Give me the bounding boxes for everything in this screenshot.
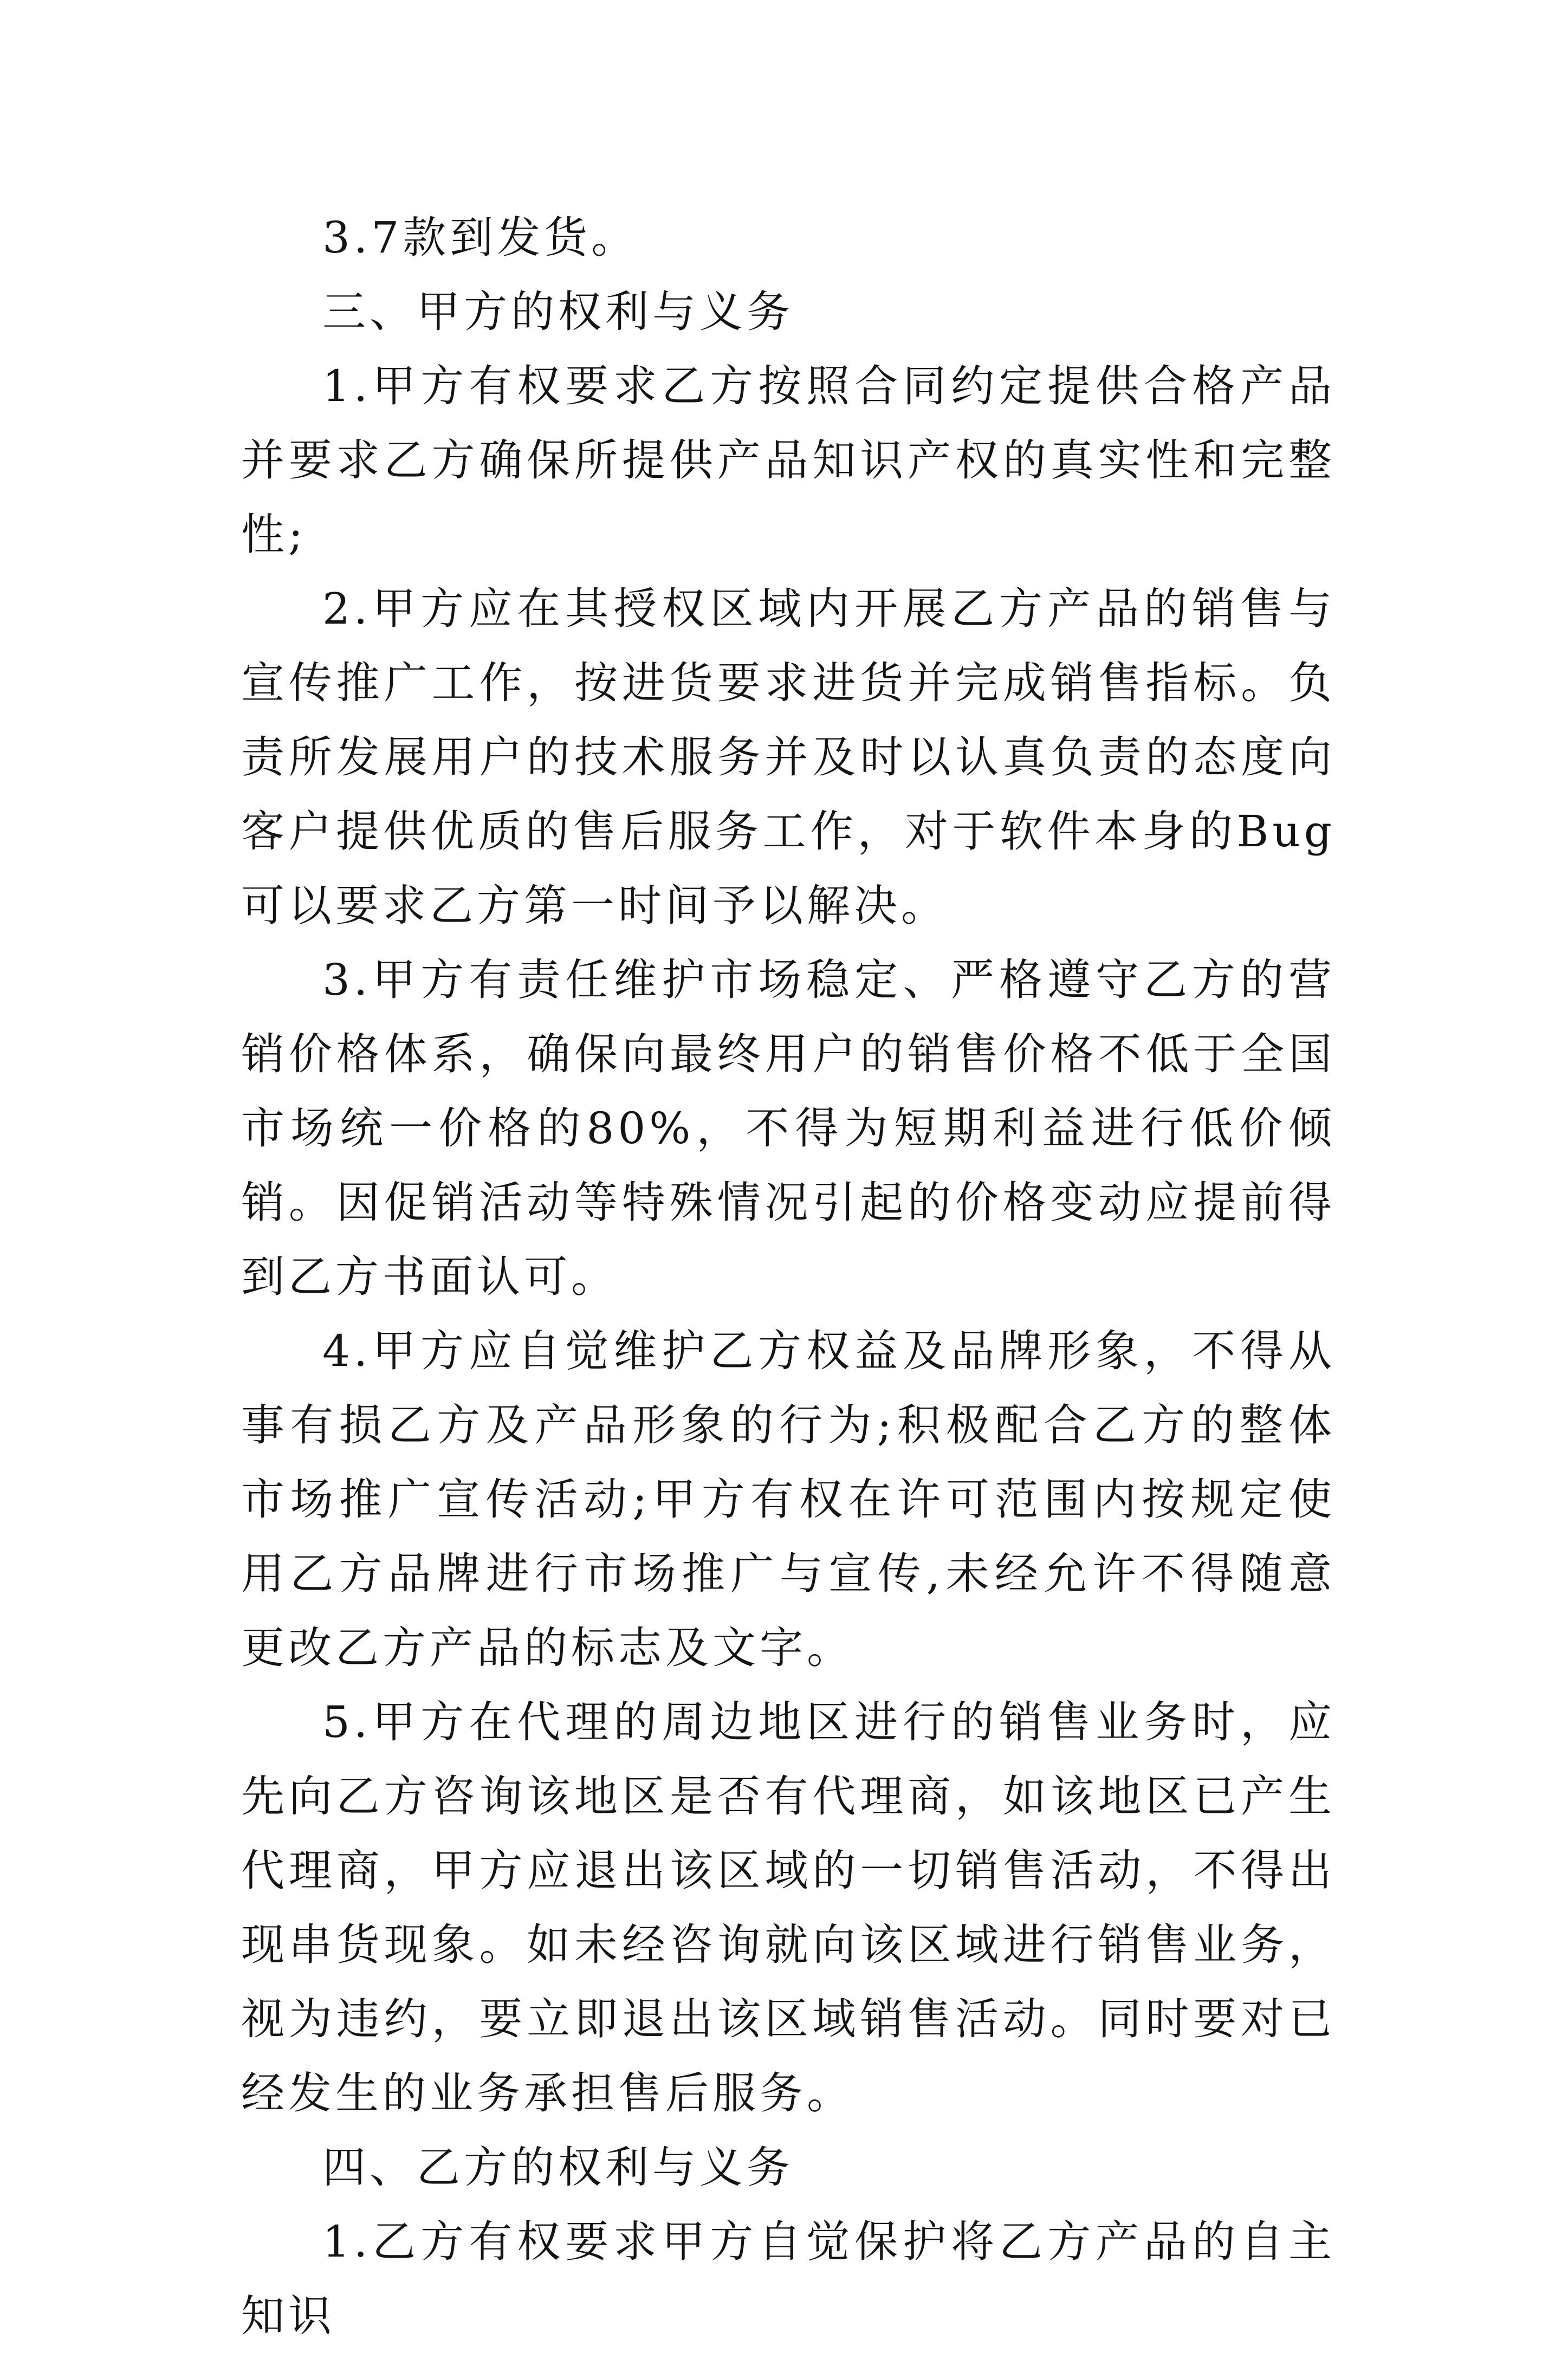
paragraph-party-a-item-4: 4.甲方应自觉维护乙方权益及品牌形象，不得从事有损乙方及产品形象的行为;积极配合乙方的整体市场推广宣传活动;甲方有权在许可范围内按规定使用乙方品牌进行市场推广与宣传,未经允许不得随意更改乙方产品的标志及文字。 xyxy=(241,1326,1336,1673)
section-heading-party-b-rights: 四、乙方的权利与义务 xyxy=(322,2142,794,2193)
paragraph-party-a-item-5: 5.甲方在代理的周边地区进行的销售业务时，应先向乙方咨询该地区是否有代理商，如该地区已产生代理商，甲方应退出该区域的一切销售活动，不得出现串货现象。如未经咨询就向该区域进行销售业务，视为违约，要立即退出该区域销售活动。同时要对已经发生的业务承担售后服务。 xyxy=(241,1697,1336,2118)
paragraph-party-a-item-3: 3.甲方有责任维护市场稳定、严格遵守乙方的营销价格体系，确保向最终用户的销售价格不低于全国市场统一价格的80%，不得为短期利益进行低价倾销。因促销活动等特殊情况引起的价格变动应提前得到乙方书面认可。 xyxy=(241,955,1336,1302)
paragraph-payment-terms: 3.7款到发货。 xyxy=(322,212,639,263)
paragraph-party-a-item-1: 1.甲方有权要求乙方按照合同约定提供合格产品并要求乙方确保所提供产品知识产权的真实性和完整性; xyxy=(241,361,1336,560)
paragraph-party-a-item-2: 2.甲方应在其授权区域内开展乙方产品的销售与宣传推广工作，按进货要求进货并完成销售指标。负责所发展用户的技术服务并及时以认真负责的态度向客户提供优质的售后服务工作，对于软件本身的Bug可以要求乙方第一时间予以解决。 xyxy=(241,584,1336,931)
section-heading-party-a-rights: 三、甲方的权利与义务 xyxy=(322,287,794,337)
paragraph-party-b-item-1: 1.乙方有权要求甲方自觉保护将乙方产品的自主知识 xyxy=(241,2216,1336,2341)
document-page xyxy=(241,200,1336,2353)
